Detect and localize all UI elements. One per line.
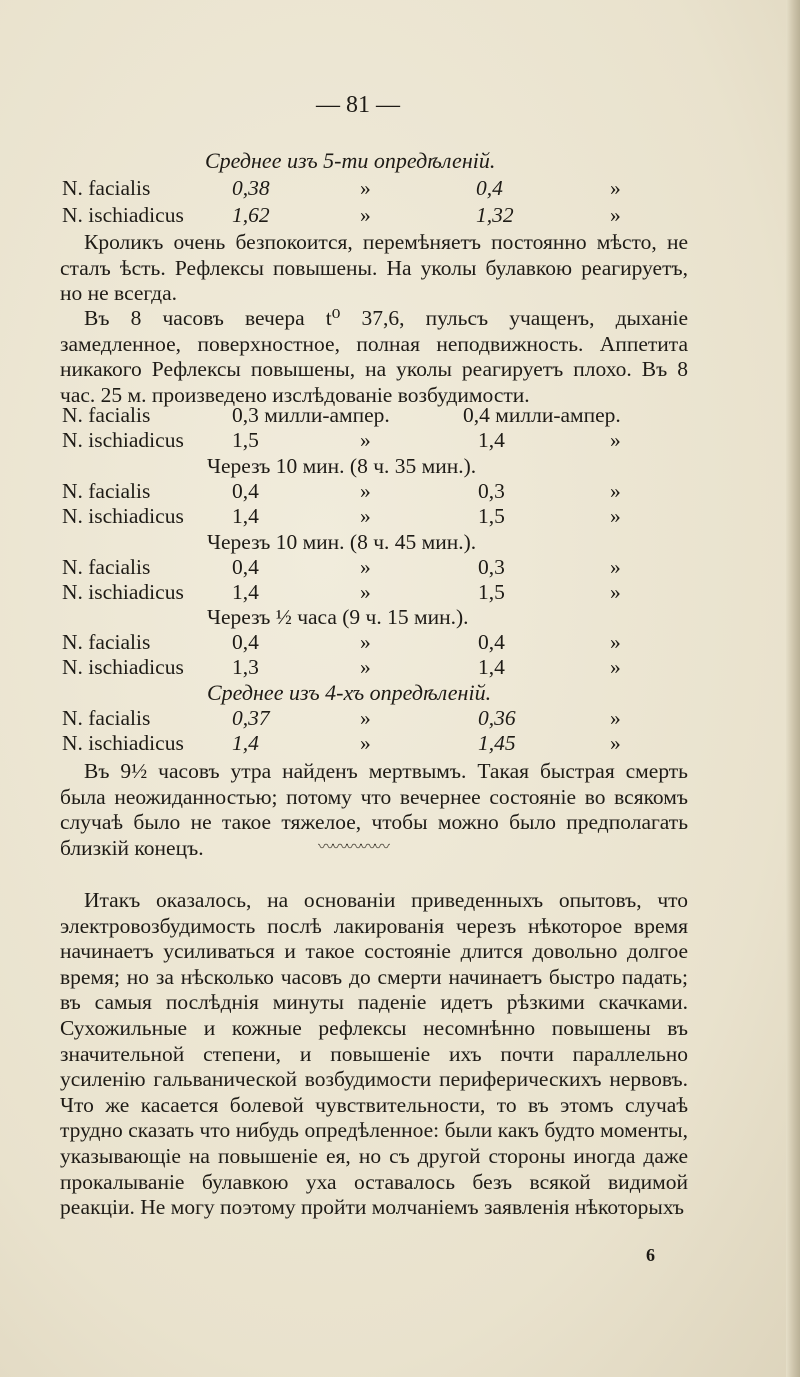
- table-cell-value: 1,4: [478, 428, 505, 452]
- paragraph: [60, 230, 688, 307]
- table-cell-value: 0,37: [232, 706, 270, 730]
- table-cell-nerve: N. facialis: [62, 176, 151, 200]
- table-cell-nerve: N. ischiadicus: [62, 580, 184, 604]
- page-number: — 81 —: [316, 92, 400, 118]
- ditto-mark: »: [360, 731, 371, 755]
- table-cell-value: 0,36: [478, 706, 516, 730]
- table-cell-value: 0,3: [478, 479, 505, 503]
- table-cell-value: 0,4: [476, 176, 503, 200]
- time-caption: Черезъ 10 мин. (8 ч. 35 мин.).: [207, 454, 477, 478]
- time-caption: Черезъ ½ часа (9 ч. 15 мин.).: [207, 605, 469, 629]
- table-cell-nerve: N. facialis: [62, 555, 151, 579]
- ditto-mark: »: [610, 655, 621, 679]
- table-cell-value: 1,4: [232, 731, 259, 755]
- ditto-mark: »: [360, 706, 371, 730]
- ditto-mark: »: [360, 203, 371, 227]
- table-cell-nerve: N. facialis: [62, 403, 151, 427]
- ditto-mark: »: [610, 504, 621, 528]
- table-cell-value: 0,4: [478, 630, 505, 654]
- table-cell-value: 1,4: [478, 655, 505, 679]
- ditto-mark: »: [360, 176, 371, 200]
- table-cell-value: 1,5: [232, 428, 259, 452]
- ditto-mark: »: [610, 555, 621, 579]
- section-heading-4: Среднее изъ 4-хъ опредѣленій.: [207, 680, 492, 705]
- section-heading-5: Среднее изъ 5-ти опредѣленій.: [205, 148, 496, 173]
- ditto-mark: »: [610, 176, 621, 200]
- table-cell-value: 1,5: [478, 580, 505, 604]
- page-edge-shadow: [786, 0, 800, 1377]
- ditto-mark: »: [360, 479, 371, 503]
- time-caption: Черезъ 10 мин. (8 ч. 45 мин.).: [207, 530, 477, 554]
- table-cell-nerve: N. ischiadicus: [62, 655, 184, 679]
- signature-mark: 6: [646, 1245, 655, 1265]
- table-cell-value: 1,3: [232, 655, 259, 679]
- table-cell-value: 0,38: [232, 176, 270, 200]
- table-cell-nerve: N. facialis: [62, 630, 151, 654]
- table-cell-value: 1,4: [232, 580, 259, 604]
- paragraph-text: Кроликъ очень безпокоится, перемѣняетъ постоянно мѣсто, не сталъ ѣсть. Рефлексы повышены. На уколы булавкою реагируетъ, но не всегда.: [60, 230, 688, 306]
- table-cell-value: 0,4: [232, 555, 259, 579]
- ditto-mark: »: [360, 555, 371, 579]
- ditto-mark: »: [360, 428, 371, 452]
- table-cell-value: 1,32: [476, 203, 514, 227]
- table-cell-nerve: N. ischiadicus: [62, 428, 184, 452]
- table-cell-value: 1,4: [232, 504, 259, 528]
- table-cell-value: 0,3 милли-ампер.: [232, 403, 390, 427]
- ditto-mark: »: [610, 203, 621, 227]
- table-cell-nerve: N. facialis: [62, 479, 151, 503]
- ditto-mark: »: [360, 630, 371, 654]
- table-cell-nerve: N. ischiadicus: [62, 504, 184, 528]
- ditto-mark: »: [610, 428, 621, 452]
- table-cell-value: 0,4: [232, 479, 259, 503]
- table-cell-value: 1,45: [478, 731, 516, 755]
- wavy-divider: 〰〰〰〰〰: [318, 839, 389, 856]
- ditto-mark: »: [610, 706, 621, 730]
- ditto-mark: »: [610, 731, 621, 755]
- paragraph-text: Въ 9½ часовъ утра найденъ мертвымъ. Такая быстрая смерть была неожиданностью; потому что вечернее состояніе во всякомъ случаѣ было не такое тяжелое, чтобы можно было предполагать близкій конецъ.: [60, 759, 688, 860]
- ditto-mark: »: [610, 630, 621, 654]
- ditto-mark: »: [610, 580, 621, 604]
- table-cell-value: 0,3: [478, 555, 505, 579]
- table-cell-value: 0,4 милли-ампер.: [463, 403, 621, 427]
- table-cell-value: 1,62: [232, 203, 270, 227]
- paragraph-text: Въ 8 часовъ вечера t⁰ 37,6, пульсъ учащенъ, дыханіе замедленное, поверхностное, полная неподвижность. Аппетита никакого Рефлексы повышены, на уколы реагируетъ плохо. Въ 8 час. 25 м. произведено изслѣдованіе возбудимости.: [60, 306, 688, 407]
- ditto-mark: »: [360, 655, 371, 679]
- table-cell-value: 0,4: [232, 630, 259, 654]
- paragraph-text: Итакъ оказалось, на основаніи приведенныхъ опытовъ, что электровозбудимость послѣ лакированія черезъ нѣкоторое время начинаетъ усиливаться и такое состояніе длится довольно долгое время; но за нѣсколько часовъ до смерти начинаетъ быстро падать; въ самыя послѣднія минуты паденіе идетъ рѣзкими скачками. Сухожильные и кожные рефлексы несомнѣнно повышены въ значительной степени, и повышеніе ихъ почти параллельно усиленію гальванической возбудимости периферическихъ нервовъ. Что же касается болевой чувствительности, то въ этомъ случаѣ трудно сказать что нибудь опредѣленное: были какъ будто моменты, указывающіе на повышеніе ея, но съ другой стороны иногда даже прокалываніе булавкою уха оставалось безъ всякой видимой реакціи. Не могу поэтому пройти молчаніемъ заявленія нѣкоторыхъ: [60, 888, 688, 1220]
- paragraph: [60, 888, 688, 1221]
- table-cell-nerve: N. facialis: [62, 706, 151, 730]
- table-cell-value: 1,5: [478, 504, 505, 528]
- table-cell-nerve: N. ischiadicus: [62, 203, 184, 227]
- table-cell-nerve: N. ischiadicus: [62, 731, 184, 755]
- ditto-mark: »: [610, 479, 621, 503]
- paragraph: [60, 306, 688, 408]
- ditto-mark: »: [360, 504, 371, 528]
- ditto-mark: »: [360, 580, 371, 604]
